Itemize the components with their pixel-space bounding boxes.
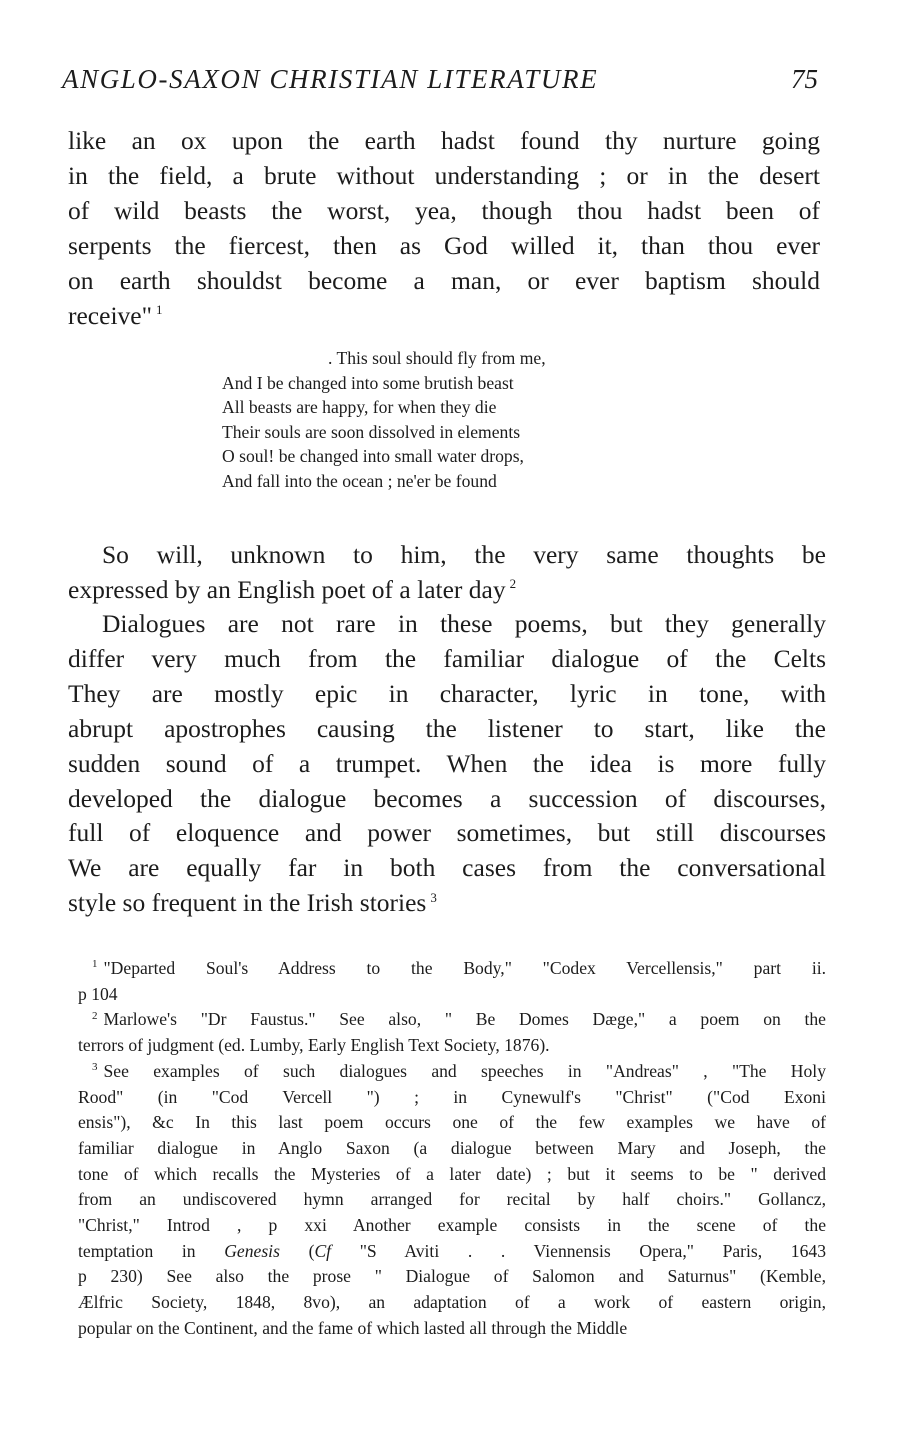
footnote-2-line: terrors of judgment (ed. Lumby, Early English Text Society, 1876). bbox=[78, 1035, 550, 1056]
footnote-3-line: ensis"), &c In this last poem occurs one of the few examples we have of bbox=[78, 1112, 826, 1133]
text-line: We are equally far in both cases from the conversational bbox=[68, 853, 826, 883]
text-line: like an ox upon the earth hadst found thy nurture going bbox=[68, 126, 820, 155]
footnote-text: See examples of such dialogues and speeches in "Andreas" , "The Holy bbox=[103, 1060, 826, 1081]
footnote-3-line: from an undiscovered hymn arranged for recital by half choirs." Gollancz, bbox=[78, 1189, 826, 1210]
footnote-number: 3 bbox=[92, 1060, 98, 1073]
italic-title: Genesis bbox=[224, 1240, 280, 1261]
running-title: ANGLO-SAXON CHRISTIAN LITERATURE bbox=[62, 64, 599, 94]
footnote-text: "Departed Soul's Address to the Body," "Codex Vercellensis," part ii. bbox=[103, 958, 826, 978]
footnote-3-line: p 230) See also the prose " Dialogue of Salomon and Saturnus" (Kemble, bbox=[78, 1266, 826, 1287]
text-line-content: style so frequent in the Irish stories bbox=[68, 888, 427, 918]
footnote-3-line bbox=[78, 1239, 826, 1265]
footnote-3-line: tone of which recalls the Mysteries of a later date) ; but it seems to be " derived bbox=[78, 1163, 826, 1184]
footnote-number: 1 bbox=[92, 958, 98, 971]
footnote-3-line: Rood" (in "Cod Vercell ") ; in Cynewulf's "Christ" ("Cod Exoni bbox=[78, 1086, 826, 1107]
verse-line: And I be changed into some brutish beast bbox=[222, 372, 514, 393]
footnote-ref: 1 bbox=[156, 302, 163, 318]
text-line-content: receive" bbox=[68, 300, 153, 330]
text-line bbox=[68, 573, 826, 608]
text-line bbox=[68, 886, 826, 921]
text-line: abrupt apostrophes causing the listener to start, like the bbox=[68, 713, 826, 743]
text-line: in the field, a brute without understanding ; or in the desert bbox=[68, 160, 820, 190]
verse-line: O soul! be changed into small water drops, bbox=[222, 446, 524, 467]
opening-paragraph bbox=[68, 124, 820, 333]
footnote-3-line: familiar dialogue in Anglo Saxon (a dialogue between Mary and Joseph, the bbox=[78, 1137, 826, 1158]
footnote-number: 2 bbox=[92, 1009, 98, 1022]
verse-line: And fall into the ocean ; ne'er be found bbox=[222, 470, 497, 491]
text-line: sudden sound of a trumpet. When the idea is more fully bbox=[68, 748, 826, 778]
footnote-text: "S Aviti . . Viennensis Opera," Paris, 1643 bbox=[331, 1240, 826, 1261]
text-line: They are mostly epic in character, lyric in tone, with bbox=[68, 678, 826, 708]
page-header bbox=[62, 64, 822, 104]
paragraph-dialogues bbox=[68, 607, 826, 921]
verse-line: All beasts are happy, for when they die bbox=[222, 397, 497, 418]
footnote-3-line: "Christ," Introd , p xxi Another example consists in the scene of the bbox=[78, 1215, 826, 1236]
verse-line: Their souls are soon dissolved in elements bbox=[222, 421, 521, 442]
text-line: differ very much from the familiar dialogue of the Celts bbox=[68, 643, 826, 673]
text-line: Dialogues are not rare in these poems, but they generally bbox=[102, 609, 826, 638]
text-line: So will, unknown to him, the very same thoughts be bbox=[102, 540, 826, 569]
text-line: of wild beasts the worst, yea, though thou hadst been of bbox=[68, 195, 820, 225]
footnotes bbox=[78, 956, 826, 1342]
footnote-text: ( bbox=[279, 1240, 315, 1261]
text-line bbox=[68, 299, 820, 334]
text-line: developed the dialogue becomes a succession of discourses, bbox=[68, 783, 826, 813]
page-number: 75 bbox=[791, 64, 818, 94]
footnote-3-line: popular on the Continent, and the fame of which lasted all through the Middle bbox=[78, 1317, 628, 1338]
text-line-content: expressed by an English poet of a later day bbox=[68, 574, 506, 604]
italic-abbrev: Cf bbox=[314, 1240, 332, 1261]
text-line: full of eloquence and power sometimes, but still discourses bbox=[68, 818, 826, 848]
footnote-1-line bbox=[78, 956, 826, 982]
footnote-ref: 2 bbox=[509, 576, 517, 592]
footnote-text: Marlowe's "Dr Faustus." See also, " Be Domes Dæge," a poem on the bbox=[103, 1009, 826, 1030]
footnote-text: temptation in bbox=[78, 1240, 225, 1261]
text-line: on earth shouldst become a man, or ever baptism should bbox=[68, 265, 820, 295]
text-line: serpents the fiercest, then as God willed it, than thou ever bbox=[68, 230, 820, 260]
footnote-1-line: p 104 bbox=[78, 983, 118, 1004]
paragraph-poet bbox=[68, 538, 826, 608]
footnote-3-line bbox=[78, 1059, 826, 1085]
footnote-ref: 3 bbox=[430, 889, 437, 905]
footnote-2-line bbox=[78, 1007, 826, 1033]
footnote-3-line: Ælfric Society, 1848, 8vo), an adaptation of a work of eastern origin, bbox=[78, 1292, 826, 1313]
verse-quotation bbox=[222, 346, 642, 494]
verse-line: . This soul should fly from me, bbox=[328, 348, 546, 368]
